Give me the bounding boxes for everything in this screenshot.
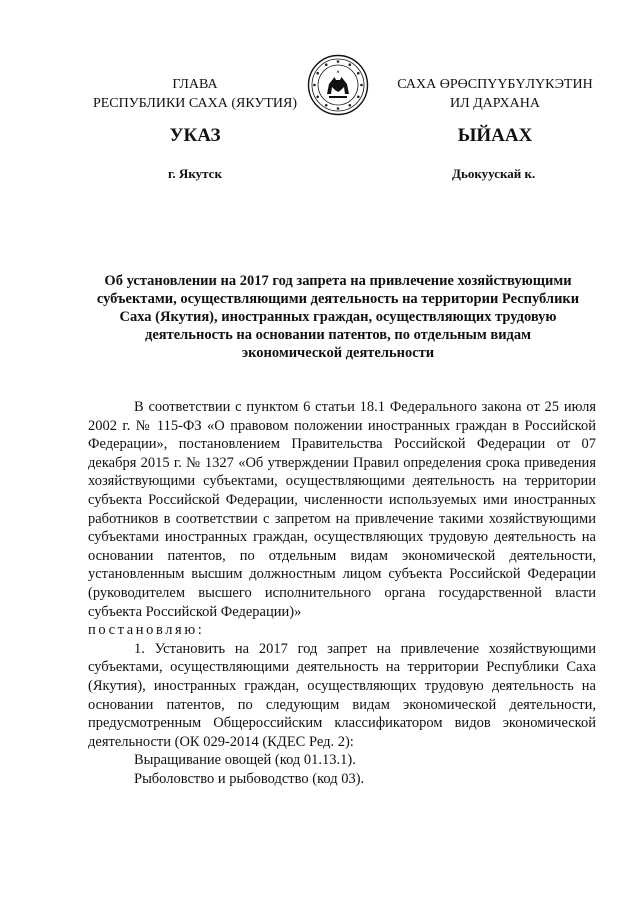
decree-body [88, 398, 596, 788]
decree-title [78, 272, 598, 362]
city-yakut: Дьокуускай к. [452, 166, 536, 181]
doc-type-russian: УКАЗ [169, 125, 221, 146]
title-line: субъектами, осуществляющими деятельность на территории Республики [96, 291, 580, 307]
coat-of-arms-emblem [307, 54, 369, 116]
city-russian: г. Якутск [168, 166, 222, 181]
item-1-paragraph: 1. Установить на 2017 год запрет на привлечение хозяйствующими субъектами, осуществляющими деятельность на территории Республики Саха (Якутия), иностранных граждан, осуществляющих трудовую деятельность на основании патентов, по следующим видам экономической деятельности, предусмотренным Общероссийским классификатором видов экономической деятельности (ОК 029-2014 (КДЕС Ред. 2): [88, 640, 596, 750]
doc-type-yakut: ЫЙААХ [457, 125, 533, 146]
issuer-region-sah: САХА ӨРӨСПҮҮБҮЛҮКЭТИН [397, 77, 593, 92]
issuer-title-sah: ИЛ ДАРХАНА [449, 96, 540, 111]
issuer-yakut [370, 75, 620, 113]
issuer-russian [70, 75, 320, 113]
activity-item: Выращивание овощей (код 01.13.1). [134, 752, 356, 769]
issuer-title-ru: ГЛАВА [172, 77, 218, 92]
activity-item: Рыболовство и рыбоводство (код 03). [134, 770, 365, 787]
title-line: экономической деятельности [241, 345, 435, 361]
title-line: деятельность на основании патентов, по отдельным видам [144, 327, 532, 343]
decree-word: постановляю: [88, 622, 205, 639]
preamble-paragraph: В соответствии с пунктом 6 статьи 18.1 Федерального закона от 25 июля 2002 г. № 115-ФЗ «О правовом положении иностранных граждан в Российской Федерации», постановлением Правительства Российской Федерации от 07 декабря 2015 г. № 1327 «Об утверждении Правил определения срока приведения хозяйствующими субъектами, осуществляющими деятельность на территории субъекта Российской Федерации, численности используемых ими иностранных работников в соответствии с запретом на привлечение такими хозяйствующими субъектами иностранных граждан, осуществляющих трудовую деятельность на основании патентов, по отдельным видам экономической деятельности, установленным высшим должностным лицом субъекта Российской Федерации (руководителем высшего исполнительного органа государственной власти субъекта Российской Федерации)» [88, 399, 596, 620]
title-line: Саха (Якутия), иностранных граждан, осуществляющих трудовую [119, 309, 557, 325]
issuer-region-ru: РЕСПУБЛИКИ САХА (ЯКУТИЯ) [92, 96, 298, 111]
title-line: Об установлении на 2017 год запрета на привлечение хозяйствующими [104, 273, 572, 289]
